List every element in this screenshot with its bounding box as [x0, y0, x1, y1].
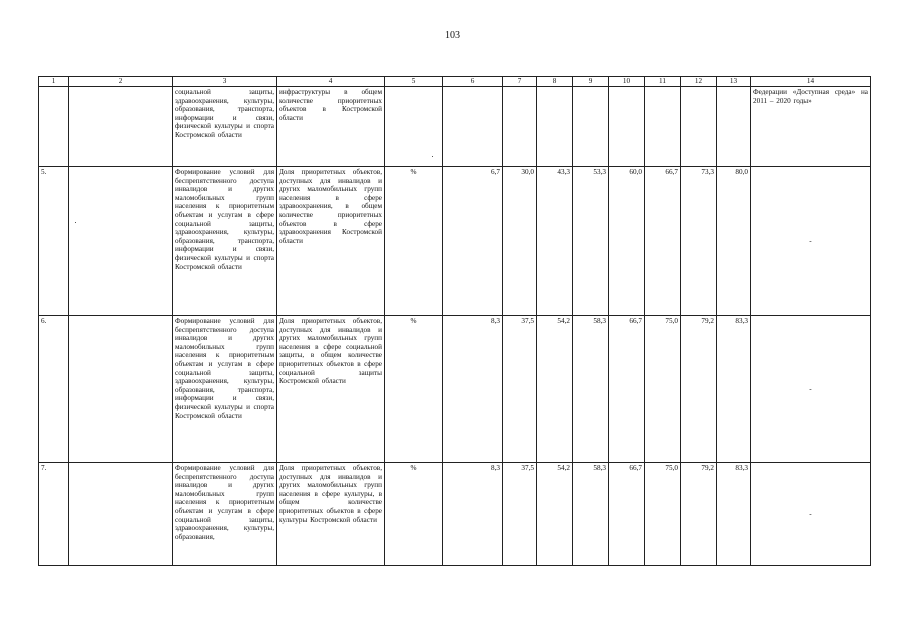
column-header: 13 — [717, 77, 751, 87]
source-cell: - — [751, 316, 871, 463]
value-cell: 8,3 — [443, 316, 503, 463]
task-cell: Формирование условий для беспрепятственного доступа инвалидов и других маломобильных групп населения к приоритетным объектам и услугам в сфере социальной защиты, здравоохранения, культуры, образования, — [173, 463, 277, 566]
value-cell: 83,3 — [717, 463, 751, 566]
value-cell — [537, 87, 573, 167]
value-cell — [573, 87, 609, 167]
table-row — [39, 316, 871, 463]
column-header: 11 — [645, 77, 681, 87]
page-number: 103 — [445, 30, 460, 41]
task-cell: социальной защиты, здравоохранения, культуры, образования, транспорта, информации и связи, физической культуры и спорта Костромской области — [173, 87, 277, 167]
row-number-cell — [39, 87, 69, 167]
unit-cell — [385, 87, 443, 167]
value-cell: 8,3 — [443, 463, 503, 566]
indicator-cell: Доля приоритетных объектов, доступных для инвалидов и других маломобильных групп населения в сфере культуры, в общем количестве приоритетных объектов в сфере культуры Костромской области — [277, 463, 385, 566]
value-cell: 79,2 — [681, 463, 717, 566]
value-cell: 66,7 — [609, 316, 645, 463]
column-header: 3 — [173, 77, 277, 87]
value-cell: 83,3 — [717, 316, 751, 463]
value-cell: 75,0 — [645, 316, 681, 463]
value-cell — [717, 87, 751, 167]
column-header: 2 — [69, 77, 173, 87]
cell-col2 — [69, 463, 173, 566]
indicator-cell: Доля приоритетных объектов, доступных для инвалидов и других маломобильных групп населения в сфере социальной защиты, в общем количестве приоритетных объектов в сфере социальной защиты Костромской области — [277, 316, 385, 463]
value-cell: 6,7 — [443, 167, 503, 316]
value-cell: 30,0 — [503, 167, 537, 316]
cell-col2 — [69, 167, 173, 316]
value-cell: 79,2 — [681, 316, 717, 463]
source-cell: - — [751, 463, 871, 566]
unit-cell: % — [385, 167, 443, 316]
value-cell: 66,7 — [645, 167, 681, 316]
column-header: 12 — [681, 77, 717, 87]
source-cell: - — [751, 167, 871, 316]
scan-speck — [75, 222, 76, 223]
column-header: 14 — [751, 77, 871, 87]
header-row — [39, 77, 871, 87]
column-header: 9 — [573, 77, 609, 87]
value-cell — [681, 87, 717, 167]
value-cell: 54,2 — [537, 316, 573, 463]
table-row — [39, 87, 871, 167]
value-cell: 80,0 — [717, 167, 751, 316]
scan-speck — [432, 156, 433, 157]
value-cell — [609, 87, 645, 167]
value-cell: 73,3 — [681, 167, 717, 316]
value-cell: 54,2 — [537, 463, 573, 566]
indicator-cell: Доля приоритетных объектов, доступных для инвалидов и других маломобильных групп населения в сфере здравоохранения, в общем количестве приоритетных объектов в сфере здравоохранения Костромской области — [277, 167, 385, 316]
table-row — [39, 167, 871, 316]
cell-col2 — [69, 316, 173, 463]
value-cell: 37,5 — [503, 316, 537, 463]
table-row — [39, 463, 871, 566]
indicators-table — [38, 76, 871, 566]
value-cell: 60,0 — [609, 167, 645, 316]
value-cell: 37,5 — [503, 463, 537, 566]
value-cell: 53,3 — [573, 167, 609, 316]
unit-cell: % — [385, 463, 443, 566]
value-cell: 43,3 — [537, 167, 573, 316]
source-cell: Федерации «Доступная среда» на 2011 – 2020 годы» — [751, 87, 871, 167]
column-header: 6 — [443, 77, 503, 87]
value-cell — [503, 87, 537, 167]
task-cell: Формирование условий для беспрепятственного доступа инвалидов и других маломобильных групп населения к приоритетным объектам и услугам в сфере социальной защиты, здравоохранения, культуры, образования, транспорта, информации и связи, физической культуры и спорта Костромской области — [173, 167, 277, 316]
value-cell: 66,7 — [609, 463, 645, 566]
cell-col2 — [69, 87, 173, 167]
column-header: 4 — [277, 77, 385, 87]
task-cell: Формирование условий для беспрепятственного доступа инвалидов и других маломобильных групп населения к приоритетным объектам и услугам в сфере социальной защиты, здравоохранения, культуры, образования, транспорта, информации и связи, физической культуры и спорта Костромской области — [173, 316, 277, 463]
value-cell: 75,0 — [645, 463, 681, 566]
column-header: 7 — [503, 77, 537, 87]
indicator-cell: инфраструктуры в общем количестве приоритетных объектов в Костромской области — [277, 87, 385, 167]
value-cell — [443, 87, 503, 167]
column-header: 10 — [609, 77, 645, 87]
value-cell: 58,3 — [573, 463, 609, 566]
unit-cell: % — [385, 316, 443, 463]
value-cell: 58,3 — [573, 316, 609, 463]
value-cell — [645, 87, 681, 167]
column-header: 1 — [39, 77, 69, 87]
row-number-cell: 5. — [39, 167, 69, 316]
row-number-cell: 6. — [39, 316, 69, 463]
column-header: 5 — [385, 77, 443, 87]
row-number-cell: 7. — [39, 463, 69, 566]
column-header: 8 — [537, 77, 573, 87]
